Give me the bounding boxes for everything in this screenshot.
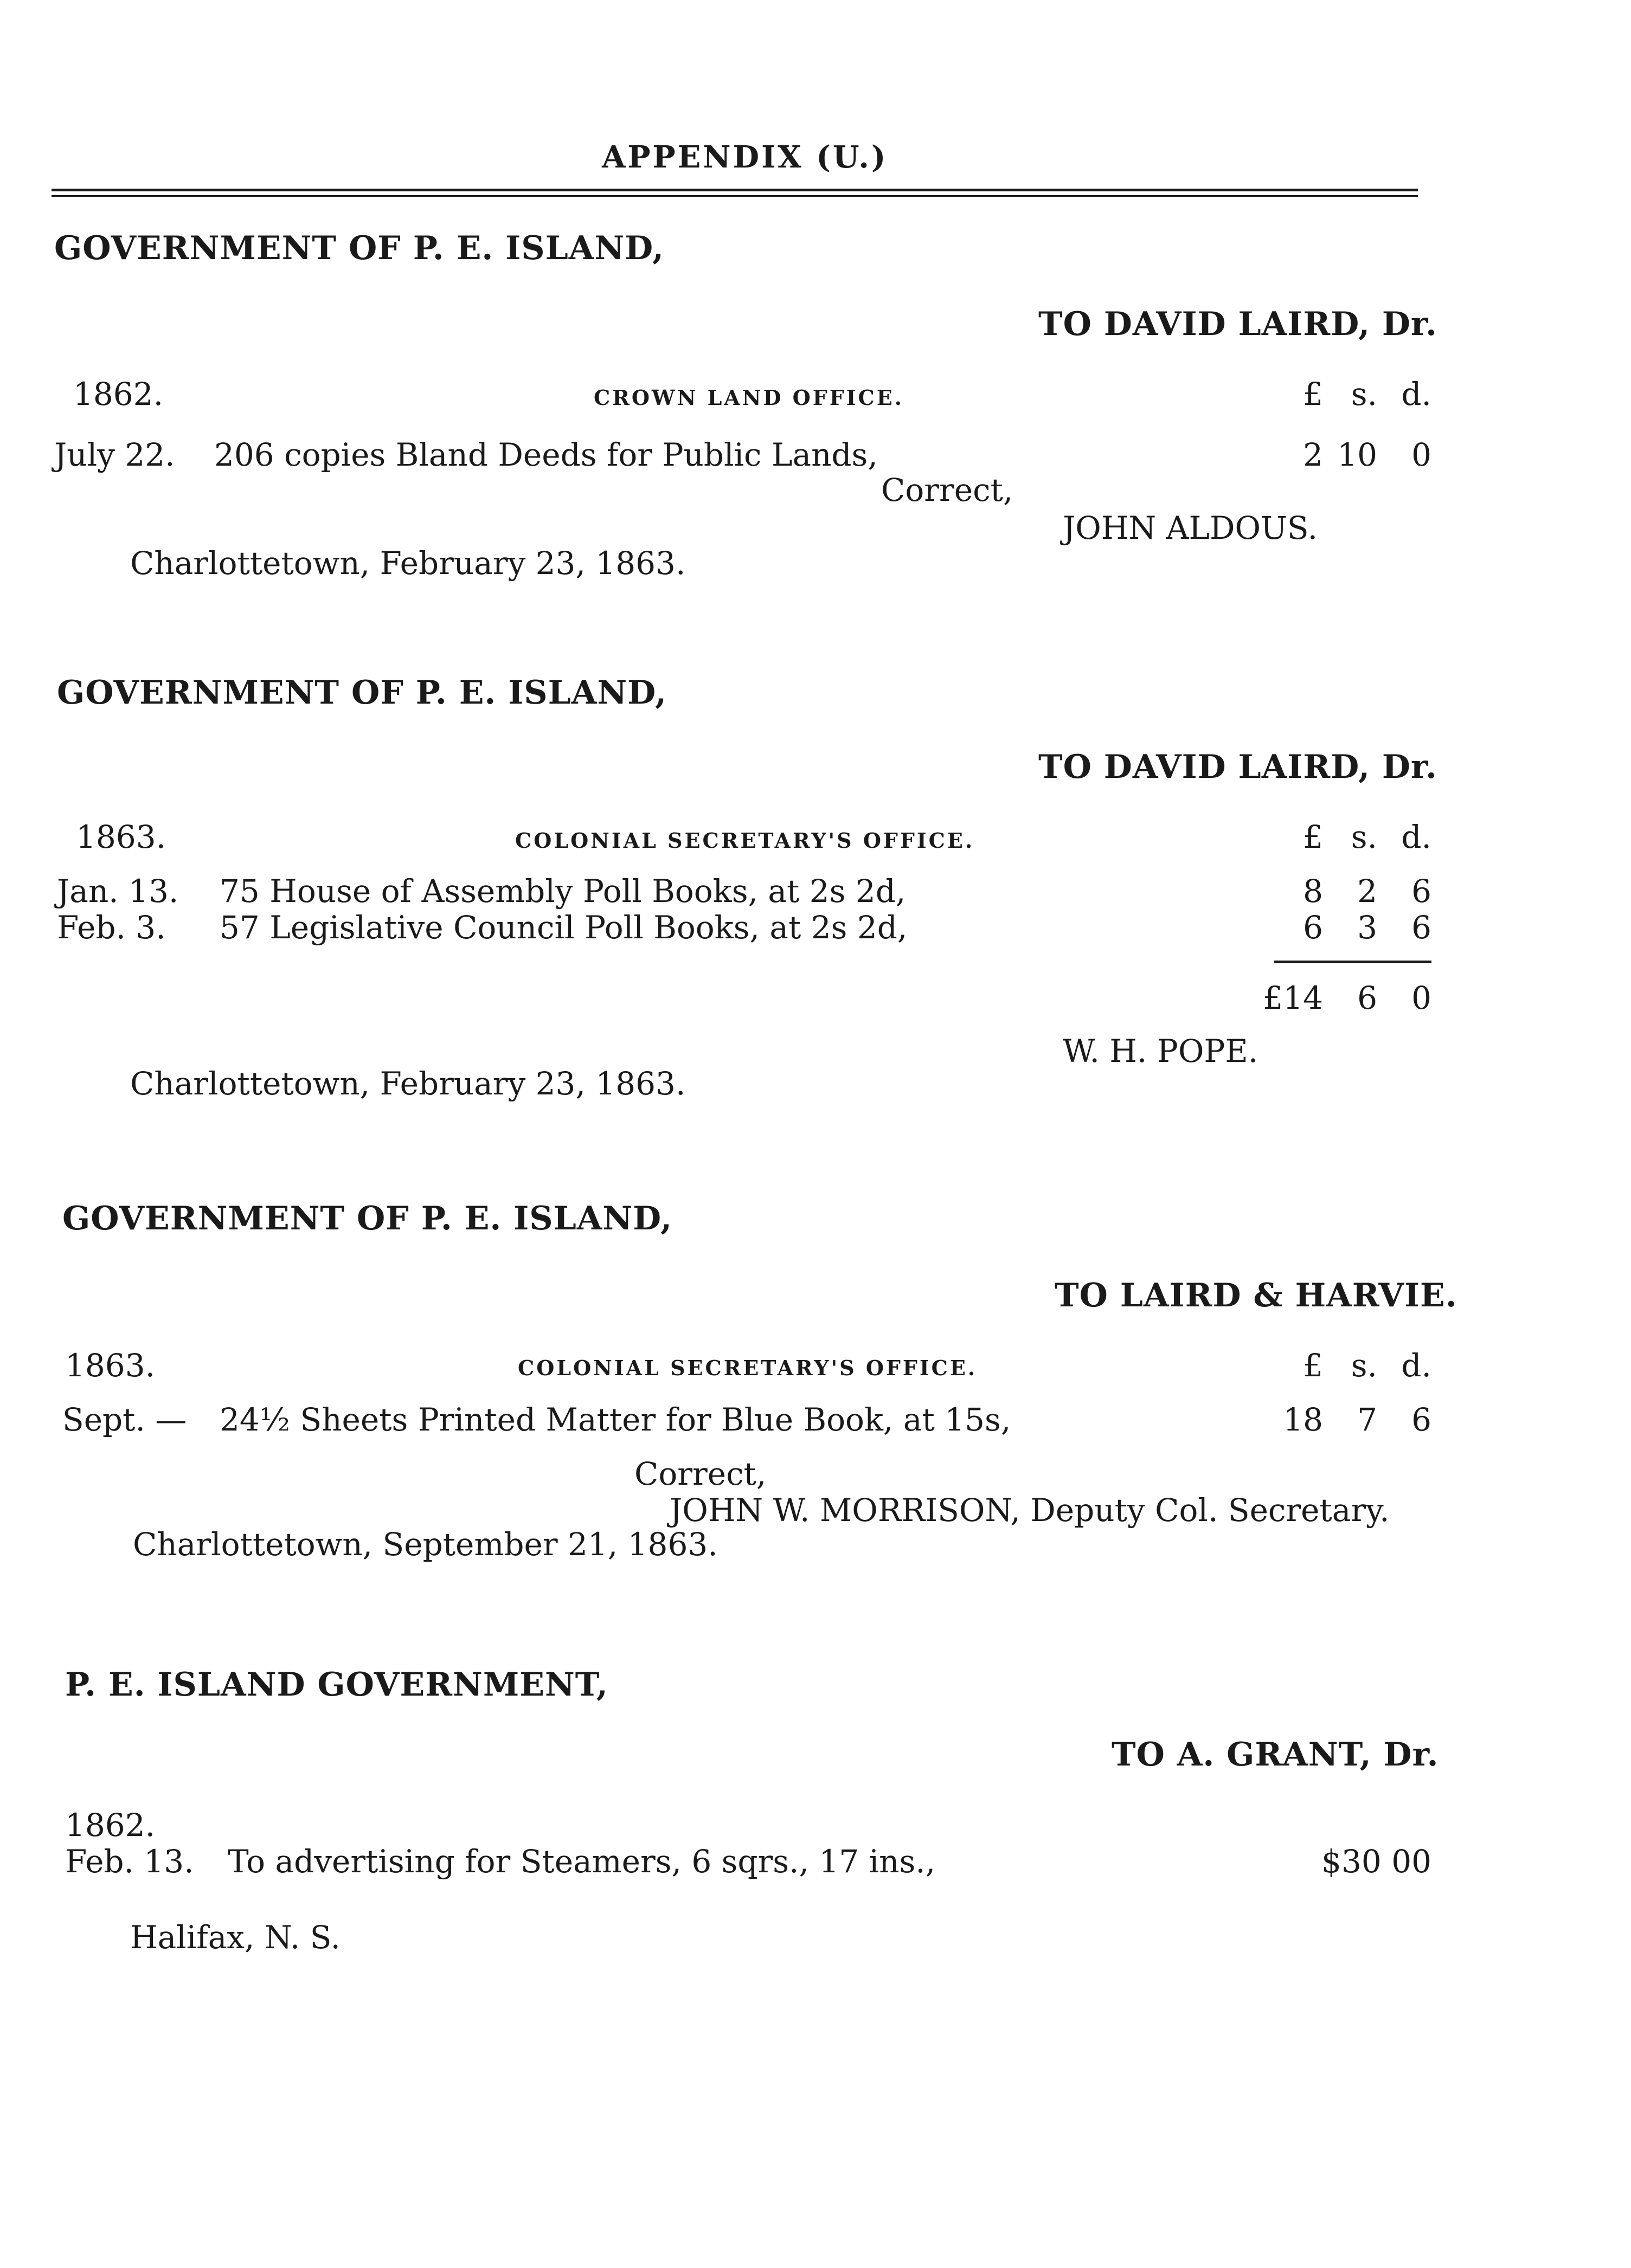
item-pence: 6 [1411, 1401, 1431, 1438]
account-payee: TO DAVID LAIRD, Dr. [1038, 305, 1437, 343]
item-pence: 6 [1411, 909, 1431, 946]
pounds-header: £ [1303, 376, 1323, 413]
account-year: 1863. [65, 1347, 156, 1384]
item-date: Jan. 13. [57, 873, 179, 910]
item-description: To advertising for Steamers, 6 sqrs., 17 ins., [228, 1843, 936, 1880]
item-description: 206 copies Bland Deeds for Public Lands, [214, 436, 878, 473]
signer: JOHN W. MORRISON, Deputy Col. Secretary. [670, 1492, 1390, 1529]
pounds-header: £ [1303, 819, 1323, 855]
account-payer: GOVERNMENT OF P. E. ISLAND, [62, 1200, 672, 1238]
place-date: Charlottetown, September 21, 1863. [133, 1526, 718, 1563]
account-payer: GOVERNMENT OF P. E. ISLAND, [57, 674, 667, 712]
pounds-header: £ [1303, 1347, 1323, 1384]
pence-header: d. [1401, 819, 1431, 855]
total-rule [1274, 961, 1431, 963]
item-description: 24½ Sheets Printed Matter for Blue Book, at 15s, [220, 1401, 1011, 1438]
shillings-header: s. [1351, 1347, 1377, 1384]
correct-note: Correct, [881, 472, 1013, 508]
item-pence: 6 [1411, 873, 1431, 910]
account-year: 1863. [76, 819, 166, 855]
account-payer: P. E. ISLAND GOVERNMENT, [65, 1666, 608, 1704]
item-amount: $30 00 [1321, 1843, 1431, 1880]
account-payer: GOVERNMENT OF P. E. ISLAND, [54, 229, 664, 267]
item-description: 75 House of Assembly Poll Books, at 2s 2d, [220, 873, 906, 910]
item-pounds: 6 [1303, 909, 1323, 946]
item-shillings: 2 [1357, 873, 1377, 910]
item-date: July 22. [54, 436, 175, 473]
item-date: Sept. — [62, 1401, 187, 1438]
account-year: 1862. [73, 376, 164, 413]
shillings-header: s. [1351, 819, 1377, 855]
item-date: Feb. 13. [65, 1843, 194, 1880]
page-title: APPENDIX (U.) [602, 139, 888, 175]
total-shillings: 6 [1357, 980, 1377, 1016]
pence-header: d. [1401, 376, 1431, 413]
place-date: Charlottetown, February 23, 1863. [130, 545, 686, 582]
account-payee: TO LAIRD & HARVIE. [1055, 1277, 1457, 1315]
signer: W. H. POPE. [1063, 1033, 1258, 1069]
item-shillings: 10 [1337, 436, 1377, 473]
account-year: 1862. [65, 1807, 156, 1844]
header-rule-top [52, 189, 1418, 191]
place: Halifax, N. S. [130, 1919, 341, 1956]
account-payee: TO A. GRANT, Dr. [1112, 1736, 1439, 1774]
item-pounds: 8 [1303, 873, 1323, 910]
correct-note: Correct, [634, 1455, 767, 1492]
office-heading: CROWN LAND OFFICE. [594, 385, 904, 410]
header-rule-bottom [52, 195, 1418, 197]
total-pounds: £14 [1263, 980, 1323, 1016]
signer: JOHN ALDOUS. [1063, 510, 1318, 546]
shillings-header: s. [1351, 376, 1377, 413]
total-pence: 0 [1411, 980, 1431, 1016]
item-pounds: 2 [1303, 436, 1323, 473]
office-heading: COLONIAL SECRETARY'S OFFICE. [518, 1356, 978, 1380]
item-date: Feb. 3. [57, 909, 166, 946]
office-heading: COLONIAL SECRETARY'S OFFICE. [515, 828, 975, 853]
pence-header: d. [1401, 1347, 1431, 1384]
place-date: Charlottetown, February 23, 1863. [130, 1065, 686, 1102]
item-shillings: 7 [1357, 1401, 1377, 1438]
item-pence: 0 [1411, 436, 1431, 473]
item-pounds: 18 [1283, 1401, 1323, 1438]
item-description: 57 Legislative Council Poll Books, at 2s 2d, [220, 909, 908, 946]
account-payee: TO DAVID LAIRD, Dr. [1038, 748, 1437, 786]
item-shillings: 3 [1357, 909, 1377, 946]
